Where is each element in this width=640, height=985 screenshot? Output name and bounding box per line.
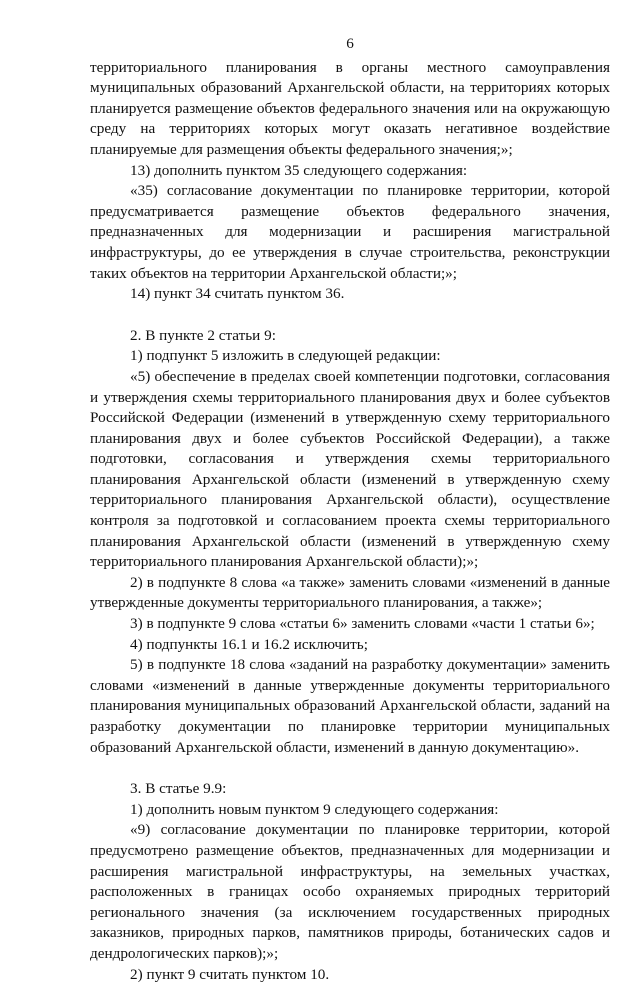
paragraph-3: «35) согласование документации по планировке территории, которой предусматривается размещение объектов федерального значения, предназначенных для модернизации и расширения магистральной инфраструктуры, до ее утверждения в случае строительства, реконструкции таких объектов на территории Архангельской области;»; <box>90 182 610 282</box>
section-gap <box>90 305 610 326</box>
paragraph-10: 4) подпункты 16.1 и 16.2 исключить; <box>130 635 368 653</box>
paragraph-9: 3) в подпункте 9 слова «статьи 6» заменить словами «части 1 статьи 6»; <box>130 615 595 633</box>
paragraph-13: 1) дополнить новым пунктом 9 следующего содержания: <box>130 800 499 818</box>
document-page <box>90 34 610 985</box>
paragraph-6: 1) подпункт 5 изложить в следующей редакции: <box>130 347 441 365</box>
paragraph-12: 3. В статье 9.9: <box>130 780 227 798</box>
paragraph-5: 2. В пункте 2 статьи 9: <box>130 326 276 344</box>
paragraph-2: 13) дополнить пунктом 35 следующего содержания: <box>130 161 468 179</box>
page-number: 6 <box>346 35 354 52</box>
paragraph-8: 2) в подпункте 8 слова «а также» заменить словами «изменений в данные утвержденные документы территориального планирования, а также»; <box>90 573 610 612</box>
paragraph-15: 2) пункт 9 считать пунктом 10. <box>130 965 330 983</box>
section-gap <box>90 758 610 779</box>
paragraph-7: «5) обеспечение в пределах своей компетенции подготовки, согласования и утверждения схемы территориального планирования двух и более субъектов Российской Федерации (изменений в утвержденную схему территориального планирования двух и более субъектов Российской Федерации), а также подготовки, согласования и утверждения схемы территориального планирования Архангельской области (изменений в утвержденную схему территориального планирования Архангельской области), осуществление контроля за подготовкой и согласованием проекта схемы территориального планирования Архангельской области (изменений в утвержденную схему территориального планирования Архангельской области);»; <box>90 367 610 571</box>
paragraph-11: 5) в подпункте 18 слова «заданий на разработку документации» заменить словами «изменений в данные утвержденные документы территориального планирования муниципальных образований Архангельской области, заданий на разработку документации по планировке территории муниципальных образований Архангельской области, изменений в данную документацию». <box>90 656 610 756</box>
paragraph-1: территориального планирования в органы местного самоуправления муниципальных образований Архангельской области, на территориях которых планируется размещение объектов федерального значения или на окружающую среду на территориях которых могут оказать негативное воздействие планируемые для размещения объекты федерального значения;»; <box>90 58 610 158</box>
paragraph-4: 14) пункт 34 считать пунктом 36. <box>130 285 345 303</box>
paragraph-14: «9) согласование документации по планировке территории, которой предусмотрено размещение объектов, предназначенных для модернизации и расширения магистральной инфраструктуры, на земельных участках, расположенных в границах особо охраняемых природных территорий регионального значения (за исключением государственных природных заказников, природных парков, памятников природы, ботанических садов и дендрологических парков);»; <box>90 821 610 962</box>
